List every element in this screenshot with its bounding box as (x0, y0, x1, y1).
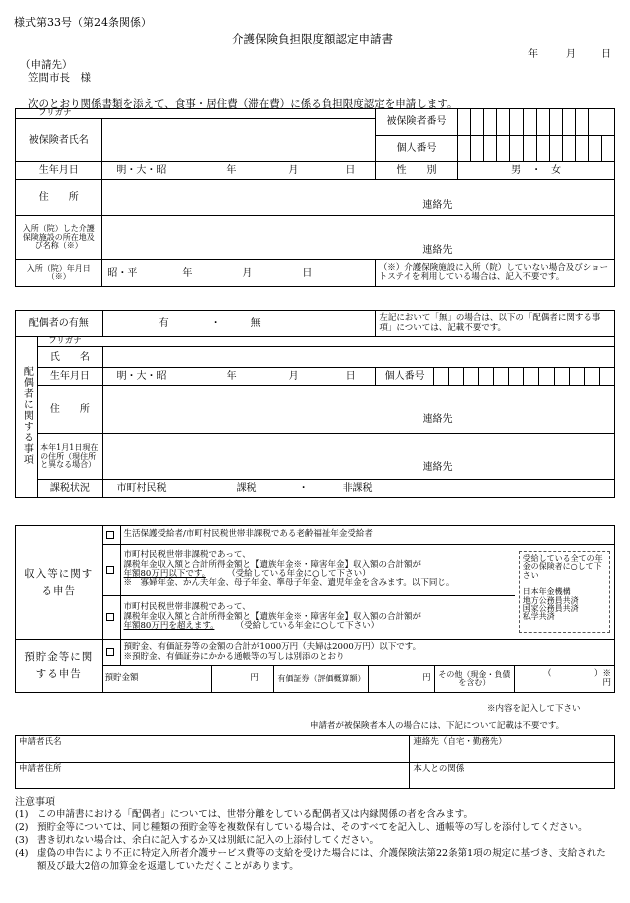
spouse-exists-options[interactable] (102, 311, 376, 337)
insurer-1[interactable]: 地方公務員共済 (522, 595, 579, 605)
date-year: 年 (528, 49, 538, 60)
notes-title: 注意事項 (15, 797, 55, 808)
spouse-birth-day: 日 (345, 371, 356, 383)
insurer-3[interactable]: 私学共済 (522, 612, 555, 622)
applicant-contact-field[interactable]: 連絡先（自宅・勤務先） (410, 736, 615, 763)
income-opt3-checkbox[interactable] (102, 596, 120, 640)
spouse-address-label: 住 所 (38, 386, 102, 434)
spouse-birth-field[interactable] (102, 368, 376, 386)
spouse-address-field[interactable] (102, 386, 614, 434)
address-field[interactable] (102, 180, 615, 216)
deposit-field[interactable]: 預貯金額 円 (102, 666, 211, 693)
spouse-furigana-label: フリガナ (38, 337, 615, 347)
income-label: 収入等に関する申告 (16, 526, 103, 640)
spouse-exists-dot: ・ (210, 318, 221, 329)
facility-label: 入所（院）した介護保険施設の所在地及び名称（※） (16, 216, 102, 260)
spouse-name-field[interactable] (102, 347, 614, 368)
sex-options[interactable]: 男 ・ 女 (458, 162, 615, 180)
admission-year: 年 (182, 268, 193, 280)
savings-footnote: ※内容を記入して下さい (487, 704, 581, 714)
sex-label: 性 別 (375, 162, 457, 180)
spouse-jan1-contact: 連絡先 (422, 462, 453, 474)
birth-month: 月 (288, 165, 299, 177)
to-label: （申請先） (20, 59, 73, 71)
birth-field[interactable] (102, 162, 375, 180)
insurer-0[interactable]: 日本年金機構 (522, 587, 571, 597)
form-title: 介護保険負担限度額認定申請書 (232, 32, 393, 46)
address-contact: 連絡先 (422, 200, 453, 212)
applicant-name-field[interactable]: 申請者氏名 (16, 736, 410, 763)
date-day: 日 (601, 49, 611, 60)
birth-day: 日 (345, 165, 356, 177)
income-opt1-text: 生活保護受給者/市町村民税世帯非課税である老齢福祉年金受給者 (120, 526, 614, 545)
note-item: (2) 預貯金等については、同じ種類の預貯金等を複数保有している場合は、そのすべてを記入し、通帳等の写しを添付してください。 (15, 822, 588, 833)
spouse-jan1-label: 本年1月1日現在の住所（現住所と異なる場合） (38, 434, 102, 480)
admission-month: 月 (242, 268, 253, 280)
other-label: その他（現金・負債を含む） (434, 666, 515, 693)
birth-era: 明・大・昭 (116, 165, 167, 177)
income-opt3-text: 市町村民税世帯非課税であって、 課税年金収入額と合計所得金額と【遺族年金※・障害年金】収入額の合計額が 年額80万円を超えます。 （受給している年金に○して下さい） (120, 596, 515, 640)
spouse-exists-note: 左記において「無」の場合は、以下の「配偶者に関する事項」については、記載不要です。 (376, 311, 615, 337)
insured-furigana-label: フリガナ (16, 109, 376, 119)
date-month: 月 (566, 49, 576, 60)
applicant-address-field[interactable]: 申請者住所 (16, 763, 410, 789)
income-table (15, 525, 615, 693)
spouse-birth-month: 月 (288, 371, 299, 383)
spouse-exists-label: 配偶者の有無 (16, 311, 103, 337)
savings-text: 預貯金、有価証券等の金額の合計が1000万円（夫婦は2000万円）以下です。 ※預貯金、有価証券にかかる通帳等の写しは別添のとおり (120, 640, 614, 666)
to-name: 笠間市長 様 (28, 72, 91, 84)
birth-year: 年 (226, 165, 237, 177)
spouse-section-label: 配偶者に関する事項 (16, 337, 38, 498)
spouse-jan1-field[interactable] (102, 434, 614, 480)
insured-name-field[interactable] (102, 119, 375, 162)
securities-field[interactable]: 円 (368, 666, 434, 693)
applicant-note: 申請者が被保険者本人の場合には、下記について記載は不要です。 (310, 721, 565, 731)
notes-list (15, 808, 615, 873)
spouse-exists-no[interactable]: 無 (250, 318, 261, 329)
savings-label: 預貯金等に関する申告 (16, 640, 103, 693)
insurer-note: 受給している全ての年金の保険者に○して下さい (522, 554, 603, 580)
other-field[interactable]: （ ）※ 円 (515, 666, 615, 693)
tax-status-label: 課税状況 (38, 480, 102, 498)
securities-label: 有価証券（評価概算額） (274, 666, 368, 693)
tax-dot: ・ (298, 483, 309, 495)
form-number: 様式第33号（第24条関係） (14, 16, 152, 29)
tax-exempt[interactable]: 非課税 (342, 483, 373, 495)
spouse-personal-number-label: 個人番号 (376, 368, 433, 386)
spouse-birth-year: 年 (226, 371, 237, 383)
insured-number-box[interactable] (458, 109, 471, 136)
spouse-exists-yes[interactable]: 有 (158, 318, 169, 329)
address-label: 住 所 (16, 180, 102, 216)
spouse-personal-number-box[interactable] (433, 368, 448, 386)
savings-checkbox[interactable] (102, 640, 120, 666)
intro-text: 次のとおり関係書類を添えて、食事・居住費（滞在費）に係る負担限度認定を申請します。 (28, 98, 458, 110)
admission-era: 昭・平 (107, 268, 138, 280)
note-item: (1) この申請書における「配偶者」については、世帯分離をしている配偶者又は内縁関係の者を含みます。 (15, 809, 474, 820)
spouse-table (15, 310, 615, 498)
personal-number-label: 個人番号 (375, 136, 457, 162)
admission-note: （※）介護保険施設に入所（院）していない場合及びショートステイを利用している場合は、記入不要です。 (375, 260, 614, 287)
insured-table (15, 108, 615, 287)
admission-label: 入所（院）年月日（※） (16, 260, 102, 287)
income-opt2-text: 市町村民税世帯非課税であって、 課税年金収入額と合計所得金額と【遺族年金※・障害年金】収入額の合計額が 年額80万円以下です。 （受給している年金に○して下さい） ※ 寡婦年金、かん夫年金、母子年金、準母子年金、遺児年金を含みます。以下同じ。 (120, 545, 515, 596)
insurer-sidebox (515, 545, 615, 640)
spouse-address-contact: 連絡先 (422, 414, 453, 426)
admission-field[interactable] (102, 260, 375, 287)
note-item: (4) 虚偽の申告により不正に特定入所者介護サービス費等の支給を受けた場合には、介護保険法第22条第1項の規定に基づき、支給された額及び最大2倍の加算金を返還していただくことがあります。 (15, 848, 606, 872)
birth-label: 生年月日 (16, 162, 102, 180)
facility-field[interactable] (102, 216, 615, 260)
spouse-name-label: 氏 名 (38, 347, 102, 368)
income-opt1-checkbox[interactable] (102, 526, 120, 545)
personal-number-box[interactable] (458, 136, 471, 162)
spouse-birth-era: 明・大・昭 (116, 371, 167, 383)
applicant-relation-field[interactable]: 本人との関係 (410, 763, 615, 789)
income-opt2-checkbox[interactable] (102, 545, 120, 596)
applicant-table (15, 735, 615, 789)
facility-contact: 連絡先 (422, 245, 453, 257)
tax-prefix: 市町村民税 (116, 483, 167, 495)
tax-status-options[interactable] (102, 480, 614, 498)
admission-day: 日 (302, 268, 313, 280)
insured-name-label: 被保険者氏名 (16, 119, 102, 162)
insured-number-label: 被保険者番号 (375, 109, 457, 136)
tax-taxed[interactable]: 課税 (236, 483, 257, 495)
insurer-2[interactable]: 国家公務員共済 (522, 603, 579, 613)
spouse-birth-label: 生年月日 (38, 368, 102, 386)
note-item: (3) 書き切れない場合は、余白に記入するか又は別紙に記入の上添付してください。 (15, 835, 380, 846)
